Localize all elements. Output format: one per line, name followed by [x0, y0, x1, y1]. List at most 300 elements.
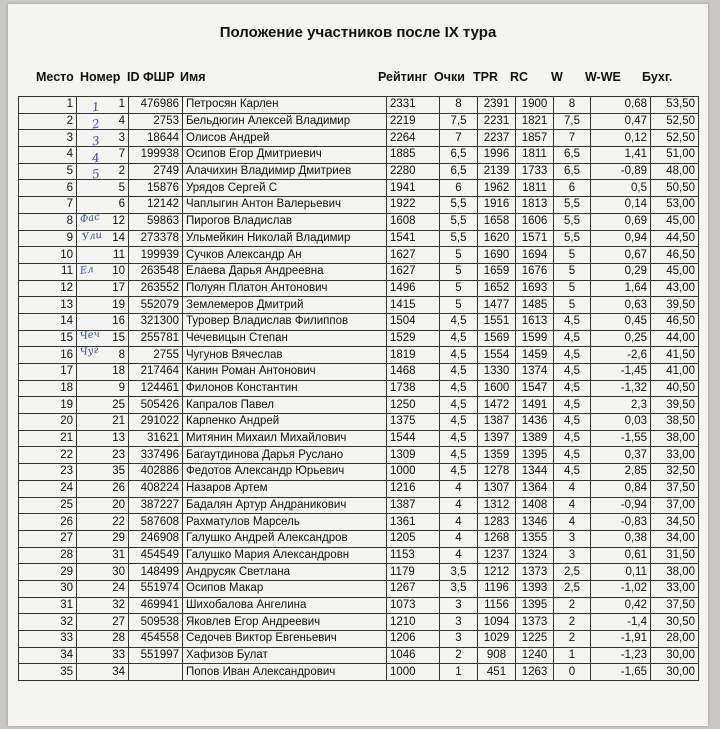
table-row — [19, 130, 699, 147]
cell-number: 14 — [77, 230, 129, 247]
cell-rc: 1571 — [516, 230, 554, 247]
cell-rating: 1375 — [387, 414, 440, 431]
cell-place: 10 — [19, 247, 77, 264]
cell-rating: 1073 — [387, 597, 440, 614]
cell-id: 2749 — [129, 163, 183, 180]
handwritten-note: Фас — [79, 211, 101, 226]
cell-rc: 1599 — [516, 330, 554, 347]
cell-buch: 53,00 — [651, 197, 699, 214]
cell-tpr: 1212 — [478, 564, 516, 581]
cell-number: 1 — [77, 97, 129, 114]
cell-buch: 38,00 — [651, 430, 699, 447]
cell-id: 199939 — [129, 247, 183, 264]
header-w: W — [551, 70, 563, 84]
cell-tpr: 1156 — [478, 597, 516, 614]
cell-tpr: 2391 — [478, 97, 516, 114]
header-place: Место — [36, 70, 74, 84]
table-row — [19, 313, 699, 330]
cell-place: 26 — [19, 514, 77, 531]
cell-number: 6 — [77, 197, 129, 214]
cell-rating: 1000 — [387, 664, 440, 681]
cell-rc: 1811 — [516, 147, 554, 164]
cell-name: Полуян Платон Антонович — [183, 280, 387, 297]
cell-buch: 44,00 — [651, 330, 699, 347]
cell-wwe: 1,64 — [591, 280, 651, 297]
cell-points: 6 — [440, 180, 478, 197]
cell-buch: 30,50 — [651, 614, 699, 631]
cell-w: 5 — [554, 247, 591, 264]
cell-rc: 1694 — [516, 247, 554, 264]
cell-w: 5 — [554, 297, 591, 314]
cell-w: 4,5 — [554, 380, 591, 397]
cell-place: 15 — [19, 330, 77, 347]
handwritten-note: Ули — [81, 229, 103, 244]
cell-name: Попов Иван Александрович — [183, 664, 387, 681]
cell-points: 4 — [440, 547, 478, 564]
cell-wwe: -1,65 — [591, 664, 651, 681]
header-wwe: W-WE — [585, 70, 621, 84]
cell-w: 6,5 — [554, 147, 591, 164]
cell-rating: 1529 — [387, 330, 440, 347]
cell-id: 273378 — [129, 230, 183, 247]
header-name: Имя — [180, 70, 206, 84]
table-row — [19, 530, 699, 547]
cell-name: Осипов Егор Дмитриевич — [183, 147, 387, 164]
cell-id: 454549 — [129, 547, 183, 564]
cell-place: 32 — [19, 614, 77, 631]
handwritten-note: 3 — [91, 133, 101, 149]
cell-points: 4,5 — [440, 364, 478, 381]
cell-rc: 1324 — [516, 547, 554, 564]
table-row — [19, 330, 699, 347]
cell-tpr: 1359 — [478, 447, 516, 464]
handwritten-note: Ел — [79, 264, 95, 277]
cell-rc: 1263 — [516, 664, 554, 681]
cell-place: 22 — [19, 447, 77, 464]
cell-rating: 1627 — [387, 247, 440, 264]
cell-number: 19 — [77, 297, 129, 314]
score-sheet — [8, 4, 708, 726]
cell-id: 387227 — [129, 497, 183, 514]
cell-place: 12 — [19, 280, 77, 297]
cell-place: 11 — [19, 263, 77, 280]
cell-points: 5 — [440, 280, 478, 297]
cell-points: 3 — [440, 614, 478, 631]
cell-rc: 1491 — [516, 397, 554, 414]
cell-w: 2,5 — [554, 580, 591, 597]
cell-rating: 2264 — [387, 130, 440, 147]
cell-points: 3,5 — [440, 564, 478, 581]
cell-points: 4,5 — [440, 447, 478, 464]
cell-buch: 51,00 — [651, 147, 699, 164]
cell-wwe: -1,91 — [591, 631, 651, 648]
cell-number: 31 — [77, 547, 129, 564]
cell-points: 5,5 — [440, 230, 478, 247]
cell-place: 23 — [19, 464, 77, 481]
cell-tpr: 1659 — [478, 263, 516, 280]
cell-w: 2 — [554, 631, 591, 648]
cell-rc: 1821 — [516, 113, 554, 130]
table-row — [19, 514, 699, 531]
cell-rating: 1206 — [387, 631, 440, 648]
cell-rating: 1361 — [387, 514, 440, 531]
cell-number: 9 — [77, 380, 129, 397]
cell-id: 469941 — [129, 597, 183, 614]
cell-buch: 39,50 — [651, 397, 699, 414]
cell-rating: 2219 — [387, 113, 440, 130]
cell-place: 25 — [19, 497, 77, 514]
cell-place: 9 — [19, 230, 77, 247]
cell-place: 33 — [19, 631, 77, 648]
cell-number: 2 — [77, 163, 129, 180]
cell-wwe: -1,45 — [591, 364, 651, 381]
cell-wwe: 0,69 — [591, 213, 651, 230]
cell-wwe: 0,29 — [591, 263, 651, 280]
cell-tpr: 1620 — [478, 230, 516, 247]
cell-place: 18 — [19, 380, 77, 397]
handwritten-note: 2 — [91, 116, 101, 132]
cell-rating: 1153 — [387, 547, 440, 564]
cell-buch: 31,50 — [651, 547, 699, 564]
cell-place: 6 — [19, 180, 77, 197]
header-tpr: TPR — [473, 70, 498, 84]
cell-place: 24 — [19, 480, 77, 497]
cell-name: Чаплыгин Антон Валерьевич — [183, 197, 387, 214]
cell-rating: 1179 — [387, 564, 440, 581]
cell-tpr: 1397 — [478, 430, 516, 447]
cell-id: 321300 — [129, 313, 183, 330]
standings-table — [18, 96, 699, 681]
cell-place: 27 — [19, 530, 77, 547]
cell-wwe: -0,89 — [591, 163, 651, 180]
cell-number: 17 — [77, 280, 129, 297]
cell-rating: 1000 — [387, 464, 440, 481]
cell-w: 5,5 — [554, 213, 591, 230]
cell-buch: 44,50 — [651, 230, 699, 247]
cell-place: 4 — [19, 147, 77, 164]
cell-w: 5 — [554, 280, 591, 297]
cell-number: 11 — [77, 247, 129, 264]
table-row — [19, 280, 699, 297]
cell-buch: 40,50 — [651, 380, 699, 397]
table-row — [19, 447, 699, 464]
header-id: ID ФШР — [127, 70, 175, 84]
cell-w: 2,5 — [554, 564, 591, 581]
cell-id: 291022 — [129, 414, 183, 431]
cell-buch: 34,00 — [651, 530, 699, 547]
cell-rc: 1240 — [516, 647, 554, 664]
table-row — [19, 430, 699, 447]
table-row — [19, 113, 699, 130]
cell-w: 4,5 — [554, 430, 591, 447]
cell-w: 4,5 — [554, 414, 591, 431]
cell-buch: 45,00 — [651, 263, 699, 280]
cell-buch: 32,50 — [651, 464, 699, 481]
cell-tpr: 2237 — [478, 130, 516, 147]
cell-w: 5,5 — [554, 197, 591, 214]
cell-rc: 1346 — [516, 514, 554, 531]
cell-place: 17 — [19, 364, 77, 381]
cell-rating: 1210 — [387, 614, 440, 631]
cell-place: 7 — [19, 197, 77, 214]
cell-buch: 37,00 — [651, 497, 699, 514]
cell-points: 7,5 — [440, 113, 478, 130]
cell-tpr: 1283 — [478, 514, 516, 531]
cell-tpr: 1658 — [478, 213, 516, 230]
table-row — [19, 97, 699, 114]
cell-w: 8 — [554, 97, 591, 114]
cell-name: Карпенко Андрей — [183, 414, 387, 431]
cell-name: Галушко Андрей Александров — [183, 530, 387, 547]
cell-buch: 48,00 — [651, 163, 699, 180]
cell-rating: 1415 — [387, 297, 440, 314]
cell-place: 13 — [19, 297, 77, 314]
cell-place: 19 — [19, 397, 77, 414]
cell-id: 551997 — [129, 647, 183, 664]
cell-id: 124461 — [129, 380, 183, 397]
cell-place: 2 — [19, 113, 77, 130]
cell-id: 18644 — [129, 130, 183, 147]
cell-buch: 28,00 — [651, 631, 699, 648]
cell-wwe: 0,5 — [591, 180, 651, 197]
cell-rc: 1225 — [516, 631, 554, 648]
cell-points: 5,5 — [440, 197, 478, 214]
cell-w: 4,5 — [554, 364, 591, 381]
cell-tpr: 1307 — [478, 480, 516, 497]
cell-rating: 1544 — [387, 430, 440, 447]
cell-tpr: 1237 — [478, 547, 516, 564]
table-row — [19, 547, 699, 564]
cell-wwe: -1,55 — [591, 430, 651, 447]
cell-number: 10 — [77, 263, 129, 280]
cell-w: 6,5 — [554, 163, 591, 180]
cell-rating: 1387 — [387, 497, 440, 514]
cell-rc: 1373 — [516, 564, 554, 581]
cell-name: Чечевицын Степан — [183, 330, 387, 347]
cell-id: 509538 — [129, 614, 183, 631]
cell-points: 4,5 — [440, 330, 478, 347]
cell-buch: 41,00 — [651, 364, 699, 381]
cell-number: 21 — [77, 414, 129, 431]
cell-wwe: 0,03 — [591, 414, 651, 431]
cell-buch: 37,50 — [651, 480, 699, 497]
cell-wwe: 1,41 — [591, 147, 651, 164]
cell-rc: 1811 — [516, 180, 554, 197]
cell-rating: 1885 — [387, 147, 440, 164]
cell-rc: 1733 — [516, 163, 554, 180]
cell-id: 337496 — [129, 447, 183, 464]
cell-points: 5 — [440, 297, 478, 314]
cell-id: 2755 — [129, 347, 183, 364]
cell-wwe: -0,94 — [591, 497, 651, 514]
cell-rc: 1393 — [516, 580, 554, 597]
cell-tpr: 1312 — [478, 497, 516, 514]
cell-id: 551974 — [129, 580, 183, 597]
cell-buch: 52,50 — [651, 130, 699, 147]
cell-name: Алачихин Владимир Дмитриев — [183, 163, 387, 180]
table-row — [19, 664, 699, 681]
cell-number: 34 — [77, 664, 129, 681]
cell-rc: 1389 — [516, 430, 554, 447]
cell-number: 32 — [77, 597, 129, 614]
cell-number: 20 — [77, 497, 129, 514]
cell-tpr: 1652 — [478, 280, 516, 297]
cell-rating: 1504 — [387, 313, 440, 330]
cell-points: 4 — [440, 530, 478, 547]
handwritten-note: Чеч — [79, 328, 101, 343]
cell-rc: 1693 — [516, 280, 554, 297]
cell-rating: 1046 — [387, 647, 440, 664]
cell-rating: 1627 — [387, 263, 440, 280]
cell-number: 15 — [77, 330, 129, 347]
cell-buch: 38,50 — [651, 414, 699, 431]
cell-rc: 1395 — [516, 447, 554, 464]
cell-rating: 1922 — [387, 197, 440, 214]
cell-tpr: 451 — [478, 664, 516, 681]
cell-number: 30 — [77, 564, 129, 581]
cell-points: 4 — [440, 480, 478, 497]
cell-tpr: 1690 — [478, 247, 516, 264]
cell-name: Петросян Карлен — [183, 97, 387, 114]
cell-rc: 1676 — [516, 263, 554, 280]
cell-place: 14 — [19, 313, 77, 330]
cell-w: 4,5 — [554, 447, 591, 464]
cell-wwe: 0,63 — [591, 297, 651, 314]
cell-rating: 1468 — [387, 364, 440, 381]
cell-wwe: 0,61 — [591, 547, 651, 564]
table-row — [19, 614, 699, 631]
cell-place: 1 — [19, 97, 77, 114]
cell-name: Седочев Виктор Евгеньевич — [183, 631, 387, 648]
table-row — [19, 380, 699, 397]
table-row — [19, 297, 699, 314]
cell-points: 5 — [440, 263, 478, 280]
table-row — [19, 480, 699, 497]
cell-wwe: 0,38 — [591, 530, 651, 547]
cell-name: Шихобалова Ангелина — [183, 597, 387, 614]
cell-name: Олисов Андрей — [183, 130, 387, 147]
cell-w: 2 — [554, 597, 591, 614]
cell-number: 16 — [77, 313, 129, 330]
cell-place: 34 — [19, 647, 77, 664]
cell-number: 7 — [77, 147, 129, 164]
cell-rc: 1485 — [516, 297, 554, 314]
table-row — [19, 247, 699, 264]
cell-rating: 2280 — [387, 163, 440, 180]
cell-buch: 45,00 — [651, 213, 699, 230]
cell-wwe: 0,47 — [591, 113, 651, 130]
cell-wwe: 0,14 — [591, 197, 651, 214]
cell-tpr: 1554 — [478, 347, 516, 364]
cell-place: 35 — [19, 664, 77, 681]
cell-rc: 1459 — [516, 347, 554, 364]
cell-wwe: 0,42 — [591, 597, 651, 614]
cell-w: 5,5 — [554, 230, 591, 247]
cell-tpr: 1962 — [478, 180, 516, 197]
cell-wwe: -1,23 — [591, 647, 651, 664]
cell-buch: 52,50 — [651, 113, 699, 130]
cell-name: Урядов Сергей С — [183, 180, 387, 197]
cell-name: Капралов Павел — [183, 397, 387, 414]
cell-tpr: 1551 — [478, 313, 516, 330]
cell-tpr: 1916 — [478, 197, 516, 214]
header-number: Номер — [80, 70, 121, 84]
cell-rc: 1613 — [516, 313, 554, 330]
cell-buch: 33,00 — [651, 447, 699, 464]
cell-wwe: -1,32 — [591, 380, 651, 397]
cell-wwe: 0,67 — [591, 247, 651, 264]
cell-buch: 37,50 — [651, 597, 699, 614]
table-row — [19, 414, 699, 431]
cell-w: 1 — [554, 647, 591, 664]
cell-number: 3 — [77, 130, 129, 147]
cell-name: Филонов Константин — [183, 380, 387, 397]
cell-wwe: 0,94 — [591, 230, 651, 247]
cell-name: Сучков Александр Ан — [183, 247, 387, 264]
cell-rating: 2331 — [387, 97, 440, 114]
cell-name: Чугунов Вячеслав — [183, 347, 387, 364]
cell-points: 4 — [440, 497, 478, 514]
cell-w: 4,5 — [554, 347, 591, 364]
cell-rc: 1355 — [516, 530, 554, 547]
cell-wwe: -0,83 — [591, 514, 651, 531]
handwritten-note: 4 — [91, 150, 101, 166]
cell-w: 4 — [554, 497, 591, 514]
cell-place: 3 — [19, 130, 77, 147]
header-rating: Рейтинг — [378, 70, 428, 84]
cell-number: 28 — [77, 631, 129, 648]
cell-rc: 1813 — [516, 197, 554, 214]
cell-w: 7,5 — [554, 113, 591, 130]
cell-buch: 39,50 — [651, 297, 699, 314]
cell-name: Назаров Артем — [183, 480, 387, 497]
cell-w: 6 — [554, 180, 591, 197]
header-buch: Бухг. — [642, 70, 673, 84]
cell-rating: 1205 — [387, 530, 440, 547]
table-row — [19, 213, 699, 230]
cell-points: 4,5 — [440, 313, 478, 330]
cell-number: 8 — [77, 347, 129, 364]
cell-buch: 50,50 — [651, 180, 699, 197]
cell-number: 12 — [77, 213, 129, 230]
cell-w: 2 — [554, 614, 591, 631]
cell-buch: 30,00 — [651, 647, 699, 664]
cell-rc: 1364 — [516, 480, 554, 497]
cell-number: 24 — [77, 580, 129, 597]
cell-rc: 1547 — [516, 380, 554, 397]
cell-points: 4,5 — [440, 414, 478, 431]
cell-place: 21 — [19, 430, 77, 447]
cell-wwe: 0,68 — [591, 97, 651, 114]
cell-name: Туровер Владислав Филиппов — [183, 313, 387, 330]
cell-name: Бельдюгин Алексей Владимир — [183, 113, 387, 130]
cell-wwe: 2,85 — [591, 464, 651, 481]
cell-w: 3 — [554, 530, 591, 547]
cell-points: 6,5 — [440, 163, 478, 180]
cell-w: 0 — [554, 664, 591, 681]
table-row — [19, 631, 699, 648]
cell-number: 23 — [77, 447, 129, 464]
cell-place: 8 — [19, 213, 77, 230]
cell-name: Федотов Александр Юрьевич — [183, 464, 387, 481]
cell-tpr: 908 — [478, 647, 516, 664]
cell-name: Канин Роман Антонович — [183, 364, 387, 381]
cell-w: 4 — [554, 514, 591, 531]
cell-place: 28 — [19, 547, 77, 564]
cell-rc: 1374 — [516, 364, 554, 381]
cell-points: 4,5 — [440, 464, 478, 481]
cell-id: 263552 — [129, 280, 183, 297]
